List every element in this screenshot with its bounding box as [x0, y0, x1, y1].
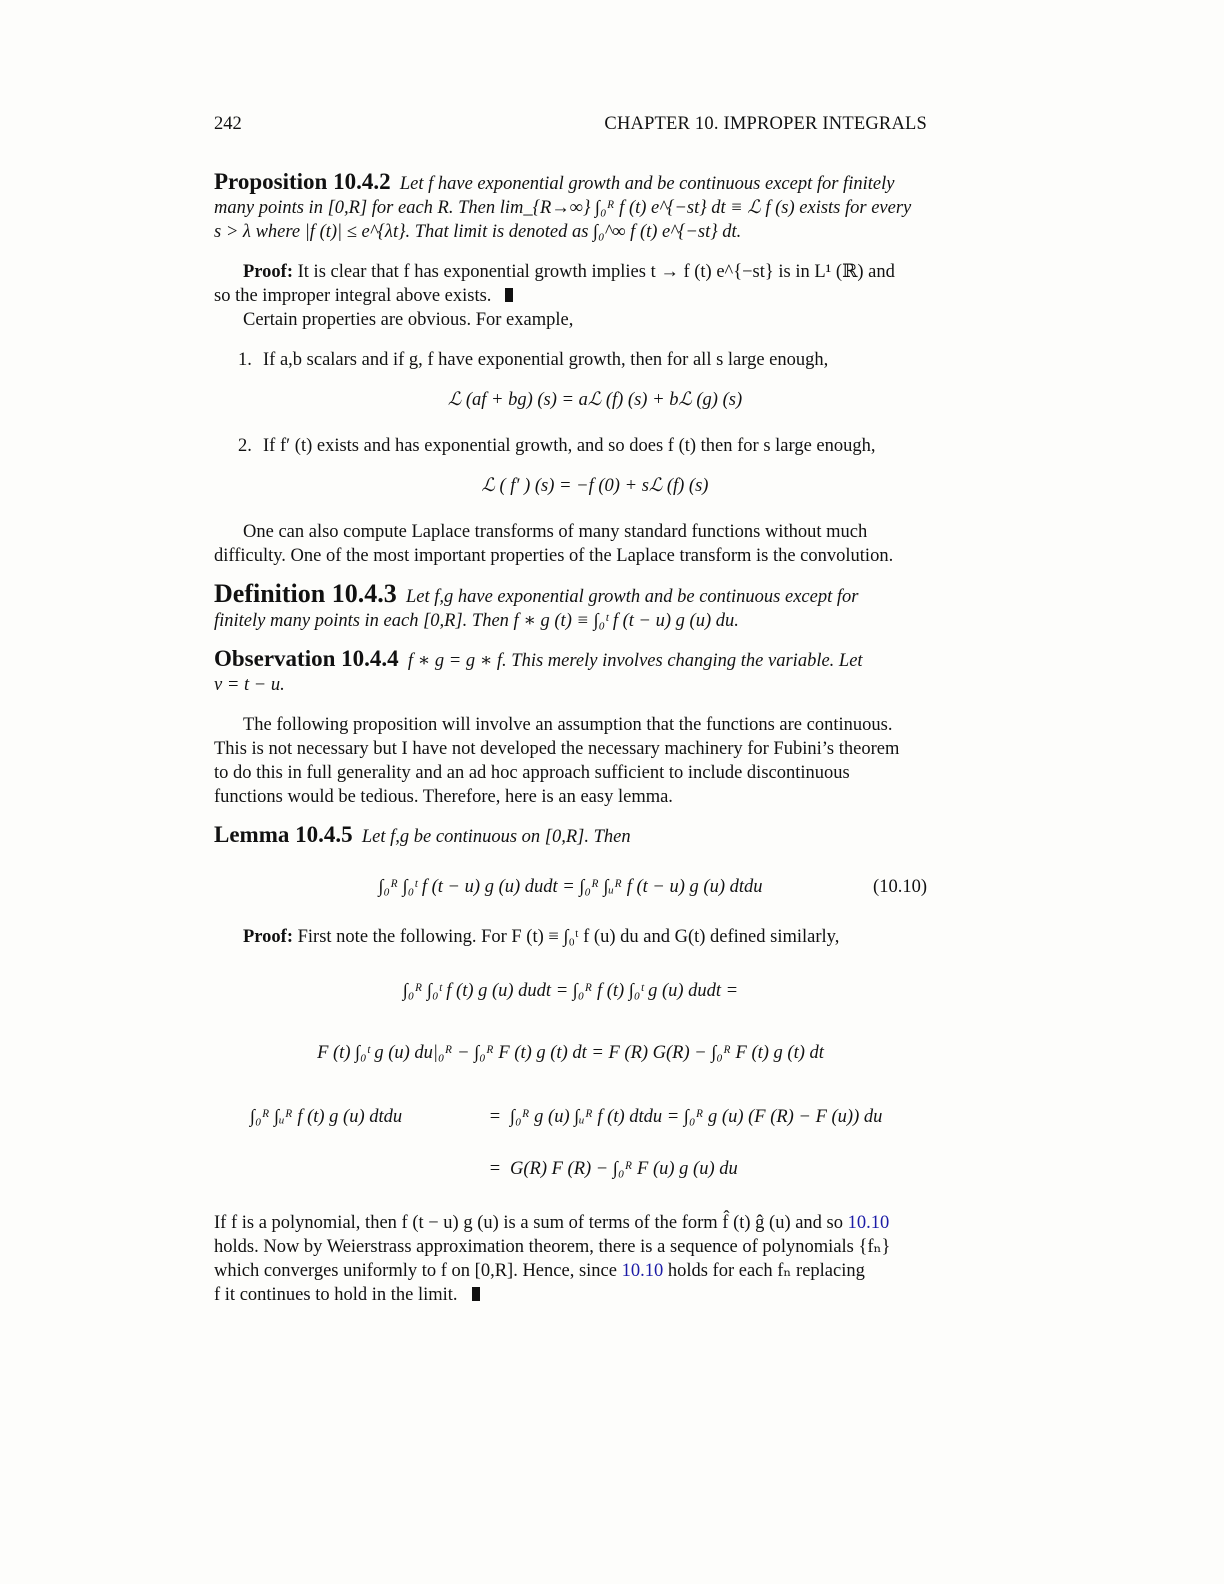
proof-1-line-1: It is clear that f has exponential growth implies t → f (t) e^{−st} is in L¹ (ℝ) and — [297, 262, 895, 282]
proof-2-text: First note the following. For F (t) ≡ ∫₀ᵗ f (u) du and G(t) defined similarly, — [297, 927, 840, 947]
proof-2 — [214, 925, 927, 949]
proof-label: Proof: — [243, 262, 293, 282]
observation-line-1: f ∗ g = g ∗ f. This merely involves changing the variable. Let — [407, 651, 863, 671]
aligned-right: G(R) F (R) − ∫₀ᴿ F (u) g (u) du — [510, 1159, 738, 1179]
page-number: 242 — [214, 114, 242, 134]
proposition-line-2: many points in [0,R] for each R. Then lim_{R→∞} ∫₀ᴿ f (t) e^{−st} dt ≡ ℒ f (s) exists for every — [214, 198, 912, 218]
properties-list — [214, 348, 927, 498]
paragraph-line: One can also compute Laplace transforms of many standard functions without much — [243, 522, 868, 542]
aligned-left: ∫₀ᴿ ∫ᵤᴿ f (t) g (u) dtdu — [250, 1107, 403, 1127]
list-item-number: 1. — [238, 350, 252, 370]
observation-heading: Observation 10.4.4 — [214, 646, 399, 671]
paragraph-line: holds for each fₙ replacing — [667, 1261, 865, 1281]
equation-link[interactable]: 10.10 — [621, 1261, 664, 1281]
lemma-text: Let f,g be continuous on [0,R]. Then — [361, 827, 631, 847]
paragraph-line: If f is a polynomial, then f (t − u) g (u) is a sum of terms of the form f̂ (t) ĝ (u) and so — [214, 1213, 844, 1233]
lemma-equation: ∫₀ᴿ ∫₀ᵗ f (t − u) g (u) dudt = ∫₀ᴿ ∫ᵤᴿ f (t − u) g (u) dtdu — [378, 877, 763, 897]
definition-heading: Definition 10.4.3 — [214, 579, 397, 608]
observation-10-4-4 — [214, 647, 927, 697]
proof-equation-1: ∫₀ᴿ ∫₀ᵗ f (t) g (u) dudt = ∫₀ᴿ f (t) ∫₀ᵗ g (u) dudt = — [402, 981, 739, 1001]
proof-label: Proof: — [243, 927, 293, 947]
paragraph-line: f it continues to hold in the limit. — [214, 1285, 458, 1305]
list-item-number: 2. — [238, 436, 252, 456]
page — [214, 110, 927, 1307]
lemma-heading: Lemma 10.4.5 — [214, 822, 353, 847]
qed-mark — [472, 1287, 480, 1301]
list-item-text: If a,b scalars and if g, f have exponential growth, then for all s large enough, — [263, 350, 829, 370]
qed-mark — [505, 288, 513, 302]
paragraph-line: This is not necessary but I have not developed the necessary machinery for Fubini’s theorem — [214, 739, 900, 759]
lemma-10-4-5 — [214, 823, 927, 849]
equation-number: (10.10) — [873, 877, 927, 897]
definition-10-4-3 — [214, 579, 927, 633]
proof-1 — [214, 260, 927, 332]
proposition-heading: Proposition 10.4.2 — [214, 169, 391, 194]
lemma-equation-row — [214, 875, 927, 899]
following-paragraph — [214, 713, 927, 809]
observation-line-2: v = t − u. — [214, 675, 285, 695]
equation-link[interactable]: 10.10 — [847, 1213, 890, 1233]
definition-line-1: Let f,g have exponential growth and be continuous except for — [405, 587, 859, 607]
aligned-right: ∫₀ᴿ g (u) ∫ᵤᴿ f (t) dtdu = ∫₀ᴿ g (u) (F (R) − F (u)) du — [510, 1107, 883, 1127]
paragraph-line: holds. Now by Weierstrass approximation theorem, there is a sequence of polynomials {fₙ} — [214, 1237, 891, 1257]
derivative-equation: ℒ ( f′ ) (s) = −f (0) + sℒ (f) (s) — [481, 476, 709, 496]
laplace-paragraph — [214, 520, 927, 568]
proof-aligned-equations — [250, 1105, 927, 1181]
paragraph-line: to do this in full generality and an ad hoc approach sufficient to include discontinuous — [214, 763, 850, 783]
paragraph-line: difficulty. One of the most important properties of the Laplace transform is the convolution. — [214, 546, 894, 566]
paragraph-line: The following proposition will involve an assumption that the functions are continuous. — [243, 715, 893, 735]
proposition-line-1: Let f have exponential growth and be continuous except for finitely — [399, 174, 895, 194]
aligned-relation: = — [489, 1107, 501, 1127]
proposition-line-3: s > λ where |f (t)| ≤ e^{λt}. That limit is denoted as ∫₀^∞ f (t) e^{−st} dt. — [214, 222, 742, 242]
definition-line-2: finitely many points in each [0,R]. Then f ∗ g (t) ≡ ∫₀ᵗ f (t − u) g (u) du. — [214, 611, 739, 631]
list-item — [214, 348, 927, 412]
final-paragraph — [214, 1211, 927, 1307]
certain-properties: Certain properties are obvious. For example, — [243, 310, 574, 330]
running-title: CHAPTER 10. IMPROPER INTEGRALS — [604, 114, 927, 134]
linearity-equation: ℒ (af + bg) (s) = aℒ (f) (s) + bℒ (g) (s) — [447, 390, 743, 410]
aligned-relation: = — [489, 1159, 501, 1179]
list-item — [214, 434, 927, 498]
page-header — [214, 110, 927, 140]
proof-1-line-2: so the improper integral above exists. — [214, 286, 492, 306]
paragraph-line: functions would be tedious. Therefore, here is an easy lemma. — [214, 787, 673, 807]
proof-equation-2: F (t) ∫₀ᵗ g (u) du|₀ᴿ − ∫₀ᴿ F (t) g (t) dt = F (R) G(R) − ∫₀ᴿ F (t) g (t) dt — [317, 1043, 824, 1063]
list-item-text: If f′ (t) exists and has exponential growth, and so does f (t) then for s large enough, — [263, 436, 876, 456]
proposition-10-4-2 — [214, 170, 927, 244]
paragraph-line: which converges uniformly to f on [0,R]. Hence, since — [214, 1261, 617, 1281]
